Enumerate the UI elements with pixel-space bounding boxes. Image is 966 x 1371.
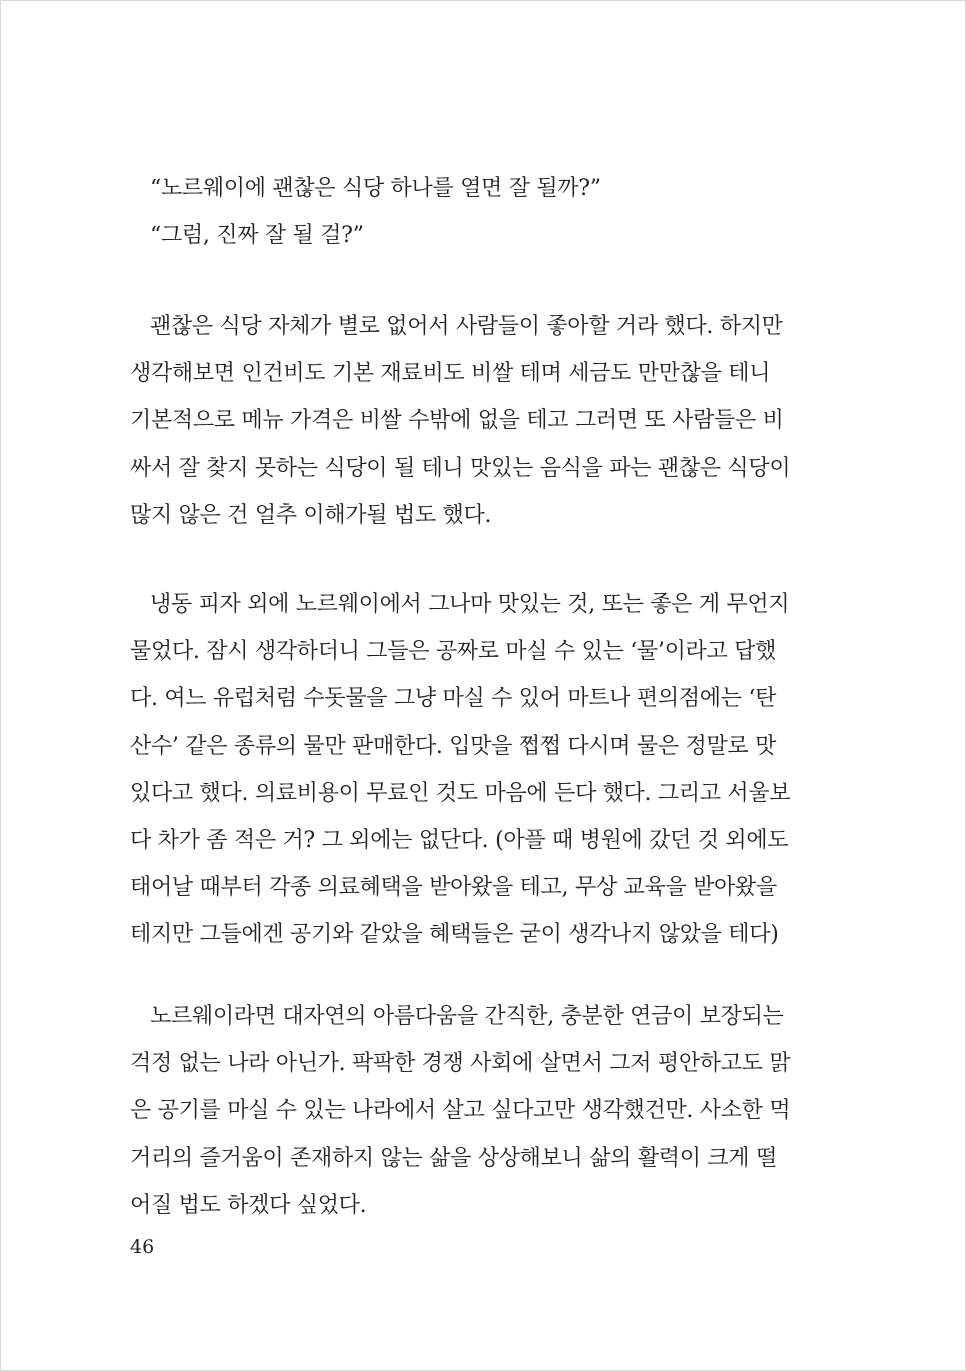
text-line: 물었다. 잠시 생각하더니 그들은 공짜로 마실 수 있는 ‘물’이라고 답했 — [130, 639, 777, 665]
body-paragraph — [130, 993, 790, 1229]
text-line: 냉동 피자 외에 노르웨이에서 그나마 맛있는 것, 또는 좋은 게 무언지 — [150, 592, 790, 617]
text-line: 어질 법도 하겠다 싶었다. — [130, 1192, 367, 1218]
text-line: 테지만 그들에겐 공기와 같았을 혜택들은 굳이 생각나지 않았을 테다) — [130, 922, 779, 948]
text-line: 태어날 때부터 각종 의료혜택을 받아왔을 테고, 무상 교육을 받아왔을 — [130, 875, 777, 901]
text-line: 있다고 했다. 의료비용이 무료인 것도 마음에 든다 했다. 그리고 서울보 — [130, 780, 791, 806]
body-paragraph — [130, 581, 790, 959]
text-line: “그럼, 진짜 잘 될 걸?” — [150, 223, 364, 249]
body-paragraph — [130, 303, 790, 539]
text-line: 생각해보면 인건비도 기본 재료비도 비쌀 테며 세금도 만만찮을 테니 — [130, 361, 771, 387]
page-number: 46 — [130, 1236, 155, 1258]
text-line: 기본적으로 메뉴 가격은 비쌀 수밖에 없을 테고 그러면 또 사람들은 비 — [130, 408, 784, 434]
text-line: 노르웨이라면 대자연의 아름다움을 간직한, 충분한 연금이 보장되는 — [150, 1004, 784, 1029]
dialogue-paragraph — [130, 165, 790, 259]
text-line: 은 공기를 마실 수 있는 나라에서 살고 싶다고만 생각했건만. 사소한 먹 — [130, 1098, 791, 1124]
text-line: 다. 여느 유럽처럼 수돗물을 그냥 마실 수 있어 마트나 편의점에는 ‘탄 — [130, 686, 777, 712]
text-line: 싸서 잘 찾지 못하는 식당이 될 테니 맛있는 음식을 파는 괜찮은 식당이 — [130, 455, 791, 481]
text-line: 괜찮은 식당 자체가 별로 없어서 사람들이 좋아할 거라 했다. 하지만 — [150, 314, 783, 339]
text-line: 걱정 없는 나라 아닌가. 팍팍한 경쟁 사회에 살면서 그저 평안하고도 맑 — [130, 1051, 791, 1077]
text-line: 많지 않은 건 얼추 이해가될 법도 했다. — [130, 502, 492, 528]
text-line: “노르웨이에 괜찮은 식당 하나를 열면 잘 될까?” — [150, 176, 601, 201]
text-line: 다 차가 좀 적은 거? 그 외에는 없단다. (아플 때 병원에 갔던 것 외에도 — [130, 827, 789, 853]
text-line: 산수’ 같은 종류의 물만 판매한다. 입맛을 쩝쩝 다시며 물은 정말로 맛 — [130, 733, 777, 759]
text-line: 거리의 즐거움이 존재하지 않는 삶을 상상해보니 삶의 활력이 크게 떨 — [130, 1145, 777, 1171]
